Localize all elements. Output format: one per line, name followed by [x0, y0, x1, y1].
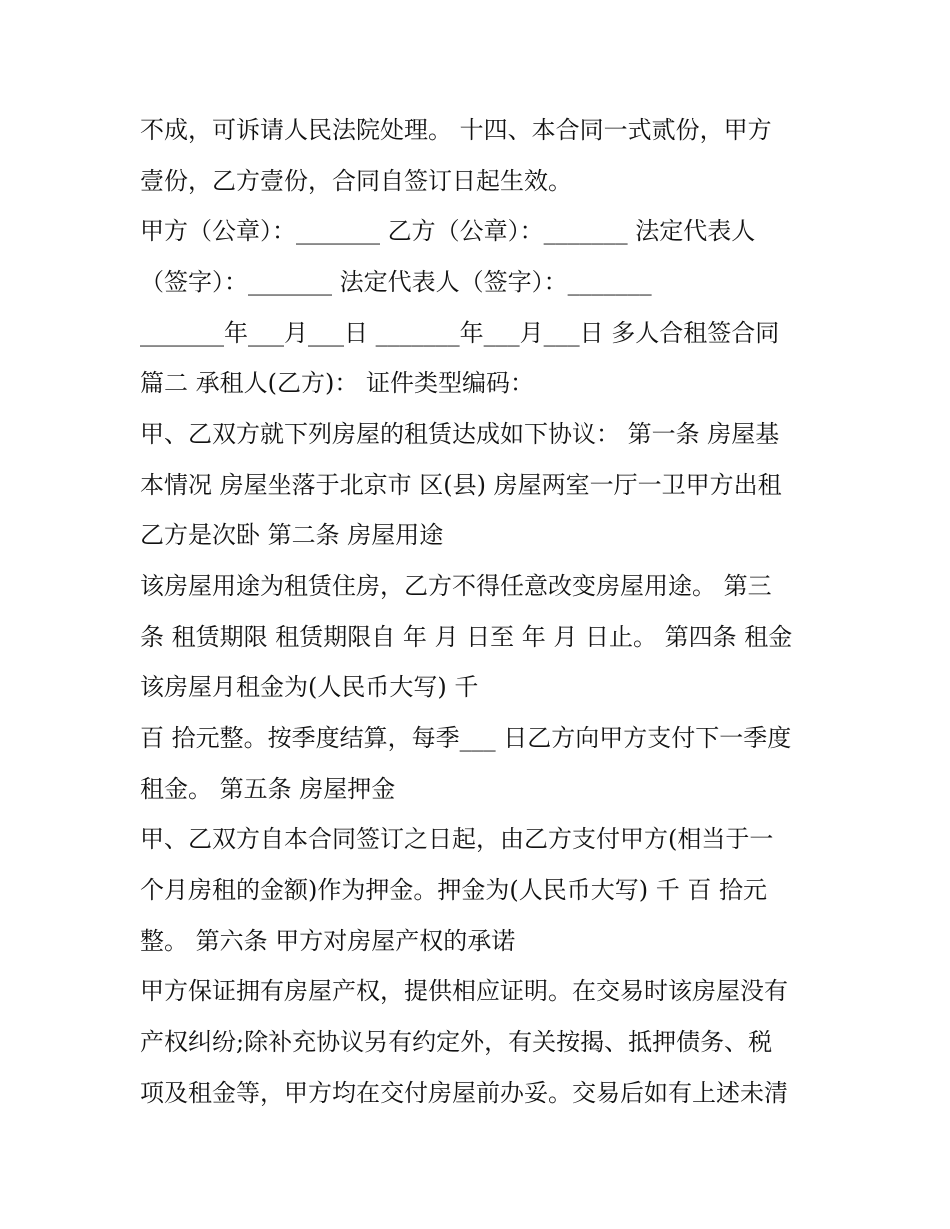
text-line-11: 条 租赁期限 租赁期限自 年 月 日至 年 月 日止。 第四条 租金	[140, 623, 793, 651]
text-line-19: 产权纠纷;除补充协议另有约定外，有关按揭、抵押债务、税	[140, 1028, 773, 1056]
text-line-14: 租金。 第五条 房屋押金	[140, 775, 396, 803]
text-line-13: 百 拾元整。按季度结算，每季___ 日乙方向甲方支付下一季度	[140, 724, 792, 752]
text-line-10: 该房屋用途为租赁住房，乙方不得任意改变房屋用途。 第三	[140, 572, 772, 600]
text-line-16: 个月房租的金额)作为押金。押金为(人民币大写) 千 百 拾元	[140, 876, 767, 904]
text-line-17: 整。 第六条 甲方对房屋产权的承诺	[140, 927, 516, 955]
text-line-1: 不成，可诉请人民法院处理。 十四、本合同一式贰份，甲方	[140, 116, 772, 144]
text-line-15: 甲、乙双方自本合同签订之日起，由乙方支付甲方(相当于一	[140, 825, 774, 853]
text-line-9: 乙方是次卧 第二条 房屋用途	[140, 521, 444, 549]
text-line-20: 项及租金等，甲方均在交付房屋前办妥。交易后如有上述未清	[140, 1079, 788, 1107]
text-line-7: 甲、乙双方就下列房屋的租赁达成如下协议： 第一条 房屋基	[140, 420, 780, 448]
text-line-8: 本情况 房屋坐落于北京市 区(县) 房屋两室一厅一卫甲方出租	[140, 471, 782, 499]
text-line-4: （签字）：_______ 法定代表人（签字）：_______	[140, 268, 652, 296]
text-line-5: _______年___月___日 _______年___月___日 多人合租签合同	[140, 319, 780, 347]
text-line-12: 该房屋月租金为(人民币大写) 千	[140, 673, 479, 701]
text-line-18: 甲方保证拥有房屋产权，提供相应证明。在交易时该房屋没有	[140, 977, 788, 1005]
text-line-6: 篇二 承租人(乙方)： 证件类型编码：	[140, 369, 534, 397]
text-line-3: 甲方（公章）：_______ 乙方（公章）：_______ 法定代表人	[140, 217, 756, 245]
text-line-2: 壹份，乙方壹份，合同自签订日起生效。	[140, 167, 572, 195]
